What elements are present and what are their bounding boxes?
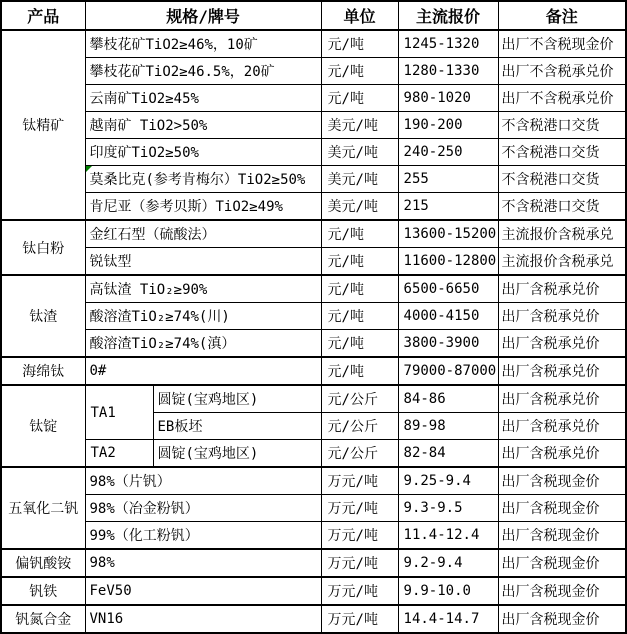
table-row — [1, 605, 626, 633]
price-cell: 11.4-12.4 — [398, 522, 498, 550]
table-row — [1, 330, 626, 358]
unit-cell: 万元/吨 — [321, 577, 398, 605]
table-row — [1, 139, 626, 166]
unit-cell: 元/吨 — [321, 85, 398, 112]
price-cell: 79000-87000 — [398, 357, 498, 385]
product-cell: 海绵钛 — [1, 357, 85, 385]
spec-cell: 高钛渣 TiO₂≥90% — [85, 275, 321, 303]
note-cell: 出厂含税现金价 — [498, 577, 626, 605]
product-cell: 偏钒酸铵 — [1, 549, 85, 577]
note-cell: 出厂含税现金价 — [498, 522, 626, 550]
price-cell: 13600-15200 — [398, 220, 498, 248]
price-cell: 190-200 — [398, 112, 498, 139]
unit-cell: 美元/吨 — [321, 166, 398, 193]
product-cell: 五氧化二钒 — [1, 467, 85, 549]
price-cell: 3800-3900 — [398, 330, 498, 358]
price-cell: 215 — [398, 193, 498, 221]
price-cell: 6500-6650 — [398, 275, 498, 303]
price-cell: 240-250 — [398, 139, 498, 166]
price-cell: 1280-1330 — [398, 58, 498, 85]
spec-cell: 攀枝花矿TiO2≥46%，10矿 — [85, 30, 321, 58]
unit-cell: 元/吨 — [321, 30, 398, 58]
note-cell: 出厂含税现金价 — [498, 495, 626, 522]
green-triangle-marker — [86, 166, 92, 172]
note-cell: 不含税港口交货 — [498, 112, 626, 139]
unit-cell: 元/吨 — [321, 357, 398, 385]
unit-cell: 万元/吨 — [321, 495, 398, 522]
column-header-unit: 单位 — [321, 1, 398, 30]
spec-cell: 越南矿 TiO2>50% — [85, 112, 321, 139]
table-row — [1, 112, 626, 139]
spec-cell: 金红石型（硫酸法） — [85, 220, 321, 248]
table-row — [1, 357, 626, 385]
note-cell: 主流报价含税承兑 — [498, 248, 626, 276]
unit-cell: 元/吨 — [321, 58, 398, 85]
price-cell: 84-86 — [398, 385, 498, 413]
note-cell: 出厂含税现金价 — [498, 549, 626, 577]
note-cell: 出厂含税承兑价 — [498, 330, 626, 358]
unit-cell: 元/吨 — [321, 330, 398, 358]
spec-cell: EB板坯 — [153, 413, 321, 440]
note-cell: 出厂含税承兑价 — [498, 303, 626, 330]
price-cell: 9.3-9.5 — [398, 495, 498, 522]
unit-cell: 元/公斤 — [321, 413, 398, 440]
table-row — [1, 220, 626, 248]
note-cell: 不含税港口交货 — [498, 166, 626, 193]
spec-cell: 98%（冶金粉钒） — [85, 495, 321, 522]
product-cell: 钛白粉 — [1, 220, 85, 275]
unit-cell: 美元/吨 — [321, 139, 398, 166]
unit-cell: 元/吨 — [321, 303, 398, 330]
table-row — [1, 385, 626, 413]
product-cell: 钛锭 — [1, 385, 85, 467]
unit-cell: 万元/吨 — [321, 549, 398, 577]
price-cell: 9.2-9.4 — [398, 549, 498, 577]
unit-cell: 万元/吨 — [321, 467, 398, 495]
table-row — [1, 303, 626, 330]
spec-cell: 攀枝花矿TiO2≥46.5%，20矿 — [85, 58, 321, 85]
unit-cell: 万元/吨 — [321, 605, 398, 633]
price-cell: 1245-1320 — [398, 30, 498, 58]
spec-cell: 99%（化工粉钒） — [85, 522, 321, 550]
spec-cell: 肯尼亚（参考贝斯）TiO2≥49% — [85, 193, 321, 221]
price-cell: 4000-4150 — [398, 303, 498, 330]
table-row — [1, 275, 626, 303]
table-row — [1, 166, 626, 193]
spec-cell: 印度矿TiO2≥50% — [85, 139, 321, 166]
unit-cell: 元/吨 — [321, 220, 398, 248]
price-cell: 9.25-9.4 — [398, 467, 498, 495]
note-cell: 出厂含税现金价 — [498, 467, 626, 495]
table-row — [1, 495, 626, 522]
note-cell: 出厂含税承兑价 — [498, 275, 626, 303]
note-cell: 出厂含税承兑价 — [498, 385, 626, 413]
spec-cell: 莫桑比克(参考肯梅尔）TiO2≥50% — [85, 166, 321, 193]
unit-cell: 万元/吨 — [321, 522, 398, 550]
spec-cell: VN16 — [85, 605, 321, 633]
spec-cell: 0# — [85, 357, 321, 385]
table-row — [1, 85, 626, 112]
unit-cell: 美元/吨 — [321, 112, 398, 139]
product-cell: 钒铁 — [1, 577, 85, 605]
note-cell: 不含税港口交货 — [498, 193, 626, 221]
unit-cell: 元/吨 — [321, 248, 398, 276]
spec-cell: 酸溶渣TiO₂≥74%(滇） — [85, 330, 321, 358]
table-row — [1, 467, 626, 495]
spec-cell: 圆锭(宝鸡地区) — [153, 385, 321, 413]
spec-cell: 酸溶渣TiO₂≥74%(川) — [85, 303, 321, 330]
spec-cell: 云南矿TiO2≥45% — [85, 85, 321, 112]
unit-cell: 元/公斤 — [321, 440, 398, 468]
product-cell: 钛渣 — [1, 275, 85, 357]
note-cell: 出厂不含税现金价 — [498, 30, 626, 58]
table-row — [1, 577, 626, 605]
column-header-price: 主流报价 — [398, 1, 498, 30]
spec-cell: 98% — [85, 549, 321, 577]
table-row — [1, 193, 626, 221]
price-cell: 89-98 — [398, 413, 498, 440]
table-header — [1, 1, 626, 30]
grade-cell: TA1 — [85, 385, 153, 440]
column-header-spec: 规格/牌号 — [85, 1, 321, 30]
note-cell: 出厂含税现金价 — [498, 605, 626, 633]
note-cell: 出厂含税承兑价 — [498, 357, 626, 385]
column-header-product: 产品 — [1, 1, 85, 30]
price-cell: 14.4-14.7 — [398, 605, 498, 633]
unit-cell: 元/吨 — [321, 275, 398, 303]
note-cell: 出厂不含税承兑价 — [498, 85, 626, 112]
unit-cell: 元/公斤 — [321, 385, 398, 413]
column-header-note: 备注 — [498, 1, 626, 30]
table-row — [1, 30, 626, 58]
spec-cell: 98%（片钒） — [85, 467, 321, 495]
product-cell: 钛精矿 — [1, 30, 85, 220]
table-row — [1, 549, 626, 577]
table-row — [1, 522, 626, 550]
grade-cell: TA2 — [85, 440, 153, 468]
table-row — [1, 58, 626, 85]
header-row — [1, 1, 626, 30]
price-cell: 255 — [398, 166, 498, 193]
note-cell: 主流报价含税承兑 — [498, 220, 626, 248]
unit-cell: 美元/吨 — [321, 193, 398, 221]
table-row — [1, 248, 626, 276]
table-row — [1, 440, 626, 468]
price-cell: 11600-12800 — [398, 248, 498, 276]
price-cell: 9.9-10.0 — [398, 577, 498, 605]
note-cell: 出厂含税承兑价 — [498, 440, 626, 468]
spec-cell: 圆锭(宝鸡地区) — [153, 440, 321, 468]
price-cell: 82-84 — [398, 440, 498, 468]
note-cell: 出厂不含税承兑价 — [498, 58, 626, 85]
note-cell: 不含税港口交货 — [498, 139, 626, 166]
note-cell: 出厂含税承兑价 — [498, 413, 626, 440]
table-body — [1, 30, 626, 633]
product-cell: 钒氮合金 — [1, 605, 85, 633]
spec-cell: FeV50 — [85, 577, 321, 605]
price-cell: 980-1020 — [398, 85, 498, 112]
spec-cell: 锐钛型 — [85, 248, 321, 276]
